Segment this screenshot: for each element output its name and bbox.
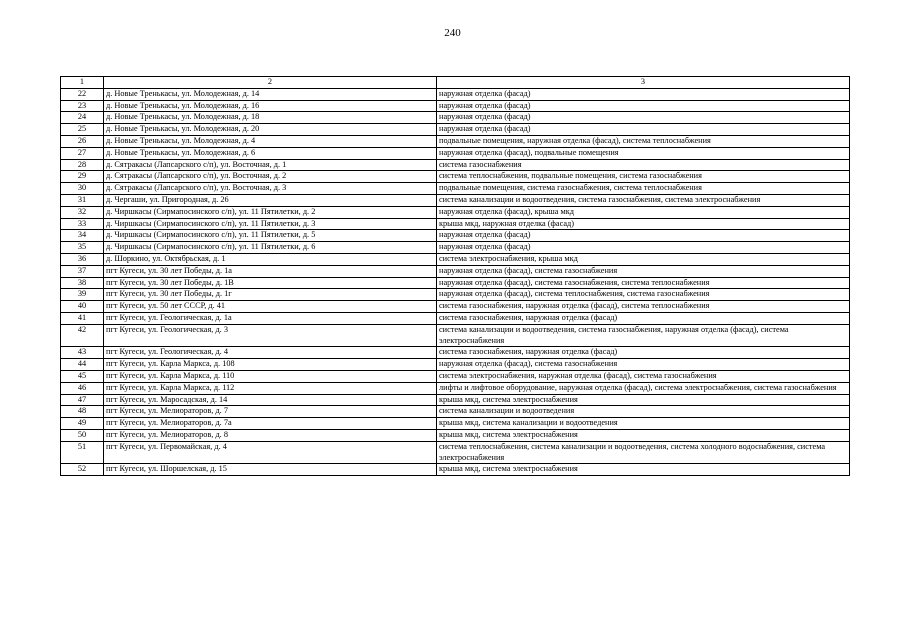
- table-row: [61, 370, 850, 382]
- address-cell: д. Шоркино, ул. Октябрьская, д. 1: [104, 253, 437, 265]
- works-cell: крыша мкд, наружная отделка (фасад): [437, 218, 850, 230]
- row-number-cell: 36: [61, 253, 104, 265]
- row-number-cell: 31: [61, 194, 104, 206]
- row-number-cell: 50: [61, 429, 104, 441]
- row-number-cell: 47: [61, 394, 104, 406]
- row-number-cell: 46: [61, 382, 104, 394]
- table-row: [61, 406, 850, 418]
- row-number-cell: 33: [61, 218, 104, 230]
- address-cell: пгт Кугеси, ул. 30 лет Победы, д. 1г: [104, 289, 437, 301]
- address-cell: д. Новые Тренькасы, ул. Молодежная, д. 6: [104, 147, 437, 159]
- row-number-cell: 32: [61, 206, 104, 218]
- works-cell: наружная отделка (фасад), система газоснабжения: [437, 265, 850, 277]
- table-row: [61, 88, 850, 100]
- row-number-cell: 25: [61, 124, 104, 136]
- address-cell: пгт Кугеси, ул. Маросадская, д. 14: [104, 394, 437, 406]
- address-cell: пгт Кугеси, ул. Карла Маркса, д. 112: [104, 382, 437, 394]
- table-row: [61, 218, 850, 230]
- address-cell: пгт Кугеси, ул. 50 лет СССР, д. 41: [104, 301, 437, 313]
- header-cell-number: 1: [61, 77, 104, 89]
- table-row: [61, 324, 850, 347]
- address-cell: пгт Кугеси, ул. Мелиораторов, д. 7: [104, 406, 437, 418]
- row-number-cell: 37: [61, 265, 104, 277]
- table-row: [61, 441, 850, 464]
- works-cell: система канализации и водоотведения, система газоснабжения, наружная отделка (фасад), система электроснабжения: [437, 324, 850, 347]
- works-cell: лифты и лифтовое оборудование, наружная отделка (фасад), система электроснабжения, система газоснабжения: [437, 382, 850, 394]
- row-number-cell: 48: [61, 406, 104, 418]
- works-cell: крыша мкд, система электроснабжения: [437, 464, 850, 476]
- table-row: [61, 464, 850, 476]
- works-cell: наружная отделка (фасад): [437, 112, 850, 124]
- works-cell: система электроснабжения, наружная отделка (фасад), система газоснабжения: [437, 370, 850, 382]
- row-number-cell: 28: [61, 159, 104, 171]
- row-number-cell: 43: [61, 347, 104, 359]
- works-cell: система газоснабжения: [437, 159, 850, 171]
- works-cell: подвальные помещения, система газоснабжения, система теплоснабжения: [437, 183, 850, 195]
- address-cell: д. Новые Тренькасы, ул. Молодежная, д. 16: [104, 100, 437, 112]
- page-number: 240: [444, 27, 461, 39]
- works-cell: система теплоснабжения, система канализации и водоотведения, система холодного водоснабжения, система электроснабжения: [437, 441, 850, 464]
- header-cell-works: 3: [437, 77, 850, 89]
- works-cell: наружная отделка (фасад), крыша мкд: [437, 206, 850, 218]
- row-number-cell: 44: [61, 359, 104, 371]
- row-number-cell: 39: [61, 289, 104, 301]
- address-cell: пгт Кугеси, ул. Геологическая, д. 1а: [104, 312, 437, 324]
- row-number-cell: 26: [61, 135, 104, 147]
- table-row: [61, 242, 850, 254]
- table-row: [61, 124, 850, 136]
- table-row: [61, 301, 850, 313]
- works-cell: наружная отделка (фасад), подвальные помещения: [437, 147, 850, 159]
- table-row: [61, 429, 850, 441]
- row-number-cell: 22: [61, 88, 104, 100]
- address-cell: пгт Кугеси, ул. 30 лет Победы, д. 1а: [104, 265, 437, 277]
- works-cell: система газоснабжения, наружная отделка (фасад): [437, 347, 850, 359]
- address-cell: д. Чиршкасы (Сирмапосинского с/п), ул. 11 Пятилетки, д. 3: [104, 218, 437, 230]
- address-cell: пгт Кугеси, ул. Шоршелская, д. 15: [104, 464, 437, 476]
- table-header-row: [61, 77, 850, 89]
- table-row: [61, 418, 850, 430]
- address-cell: пгт Кугеси, ул. Карла Маркса, д. 110: [104, 370, 437, 382]
- row-number-cell: 51: [61, 441, 104, 464]
- works-cell: крыша мкд, система канализации и водоотведения: [437, 418, 850, 430]
- table-row: [61, 159, 850, 171]
- table-row: [61, 253, 850, 265]
- table-row: [61, 394, 850, 406]
- address-cell: пгт Кугеси, ул. Карла Маркса, д. 108: [104, 359, 437, 371]
- table-row: [61, 194, 850, 206]
- address-cell: д. Новые Тренькасы, ул. Молодежная, д. 20: [104, 124, 437, 136]
- row-number-cell: 23: [61, 100, 104, 112]
- table-row: [61, 347, 850, 359]
- table-row: [61, 147, 850, 159]
- table-row: [61, 382, 850, 394]
- row-number-cell: 30: [61, 183, 104, 195]
- address-cell: пгт Кугеси, ул. Мелиораторов, д. 7а: [104, 418, 437, 430]
- works-cell: крыша мкд, система электроснабжения: [437, 429, 850, 441]
- works-cell: система газоснабжения, наружная отделка (фасад), система теплоснабжения: [437, 301, 850, 313]
- table-row: [61, 206, 850, 218]
- address-cell: д. Новые Тренькасы, ул. Молодежная, д. 4: [104, 135, 437, 147]
- address-cell: д. Сятракасы (Лапсарского с/п), ул. Восточная, д. 3: [104, 183, 437, 195]
- table-row: [61, 100, 850, 112]
- table-row: [61, 265, 850, 277]
- table-row: [61, 112, 850, 124]
- address-cell: д. Чиршкасы (Сирмапосинского с/п), ул. 11 Пятилетки, д. 2: [104, 206, 437, 218]
- address-cell: д. Чиршкасы (Сирмапосинского с/п), ул. 11 Пятилетки, д. 5: [104, 230, 437, 242]
- works-cell: наружная отделка (фасад): [437, 230, 850, 242]
- address-cell: пгт Кугеси, ул. Геологическая, д. 4: [104, 347, 437, 359]
- row-number-cell: 38: [61, 277, 104, 289]
- row-number-cell: 34: [61, 230, 104, 242]
- works-cell: система канализации и водоотведения: [437, 406, 850, 418]
- address-cell: д. Новые Тренькасы, ул. Молодежная, д. 18: [104, 112, 437, 124]
- row-number-cell: 35: [61, 242, 104, 254]
- address-cell: пгт Кугеси, ул. Мелиораторов, д. 8: [104, 429, 437, 441]
- table-row: [61, 312, 850, 324]
- table-row: [61, 171, 850, 183]
- row-number-cell: 49: [61, 418, 104, 430]
- buildings-table: [60, 76, 850, 476]
- table-row: [61, 230, 850, 242]
- works-cell: наружная отделка (фасад), система теплоснабжения, система газоснабжения: [437, 289, 850, 301]
- works-cell: подвальные помещения, наружная отделка (фасад), система теплоснабжения: [437, 135, 850, 147]
- works-cell: крыша мкд, система электроснабжения: [437, 394, 850, 406]
- row-number-cell: 24: [61, 112, 104, 124]
- table-row: [61, 277, 850, 289]
- works-cell: наружная отделка (фасад), система газоснабжения: [437, 359, 850, 371]
- address-cell: д. Сятракасы (Лапсарского с/п), ул. Восточная, д. 1: [104, 159, 437, 171]
- address-cell: пгт Кугеси, ул. Геологическая, д. 3: [104, 324, 437, 347]
- row-number-cell: 45: [61, 370, 104, 382]
- table-body: [61, 77, 850, 476]
- works-cell: наружная отделка (фасад): [437, 88, 850, 100]
- works-cell: система электроснабжения, крыша мкд: [437, 253, 850, 265]
- works-cell: система канализации и водоотведения, система газоснабжения, система электроснабжения: [437, 194, 850, 206]
- works-cell: наружная отделка (фасад): [437, 124, 850, 136]
- works-cell: наружная отделка (фасад), система газоснабжения, система теплоснабжения: [437, 277, 850, 289]
- table-row: [61, 183, 850, 195]
- address-cell: д. Новые Тренькасы, ул. Молодежная, д. 14: [104, 88, 437, 100]
- address-cell: д. Чиршкасы (Сирмапосинского с/п), ул. 11 Пятилетки, д. 6: [104, 242, 437, 254]
- address-cell: д. Сятракасы (Лапсарского с/п), ул. Восточная, д. 2: [104, 171, 437, 183]
- row-number-cell: 42: [61, 324, 104, 347]
- table-row: [61, 135, 850, 147]
- table-row: [61, 289, 850, 301]
- row-number-cell: 27: [61, 147, 104, 159]
- works-cell: система теплоснабжения, подвальные помещения, система газоснабжения: [437, 171, 850, 183]
- header-cell-address: 2: [104, 77, 437, 89]
- address-cell: д. Чергаши, ул. Пригородная, д. 26: [104, 194, 437, 206]
- row-number-cell: 41: [61, 312, 104, 324]
- works-cell: система газоснабжения, наружная отделка (фасад): [437, 312, 850, 324]
- row-number-cell: 29: [61, 171, 104, 183]
- address-cell: пгт Кугеси, ул. Первомайская, д. 4: [104, 441, 437, 464]
- works-cell: наружная отделка (фасад): [437, 100, 850, 112]
- row-number-cell: 52: [61, 464, 104, 476]
- works-cell: наружная отделка (фасад): [437, 242, 850, 254]
- address-cell: пгт Кугеси, ул. 30 лет Победы, д. 1В: [104, 277, 437, 289]
- table-row: [61, 359, 850, 371]
- row-number-cell: 40: [61, 301, 104, 313]
